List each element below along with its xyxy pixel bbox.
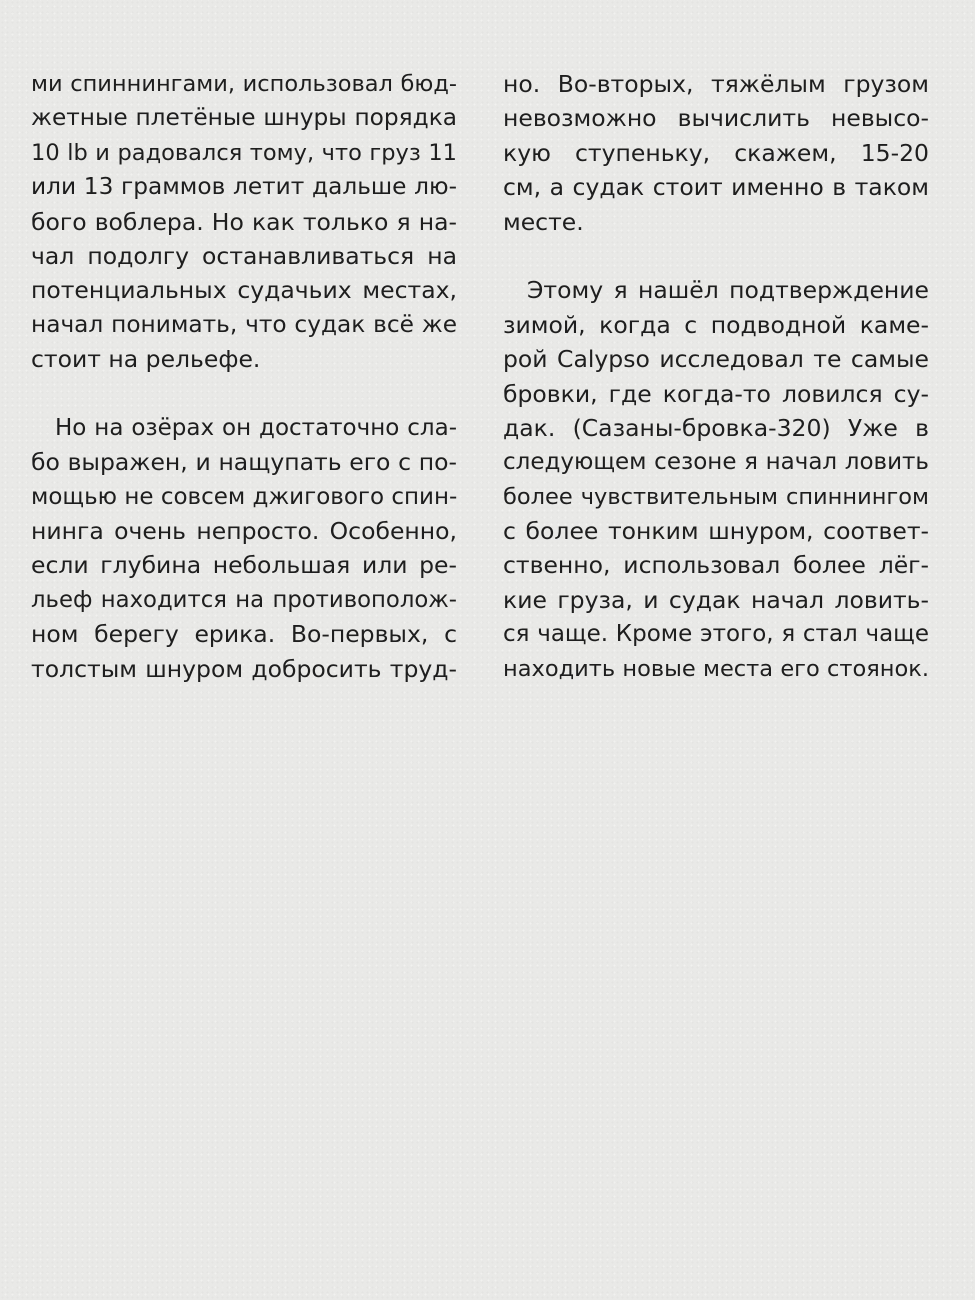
- text-line: зимой, когда с подводной каме-: [503, 310, 929, 339]
- text-line: ном берегу ерика. Во-первых, с: [31, 620, 457, 649]
- paragraph: [503, 67, 929, 239]
- right-column: [503, 67, 929, 686]
- text-line: ми спиннингами, использовал бюд-: [31, 71, 457, 97]
- text-line: бровки, где когда-то ловился су-: [503, 379, 929, 408]
- text-line: кие груза, и судак начал ловить-: [503, 585, 929, 614]
- paragraph: [503, 273, 929, 686]
- text-line: рой Calypso исследовал те самые: [503, 345, 929, 374]
- text-line: чал подолгу останавливаться на: [31, 241, 457, 270]
- text-line: жетные плетёные шнуры порядка: [31, 104, 457, 132]
- paragraph: [31, 67, 457, 377]
- text-line: находить новые места его стоянок.: [503, 655, 929, 682]
- text-line: стоит на рельефе.: [31, 345, 261, 374]
- left-column: [31, 67, 457, 686]
- text-line: месте.: [503, 207, 584, 236]
- text-line: см, а судак стоит именно в таком: [503, 173, 929, 202]
- paragraph-gap: [503, 239, 929, 273]
- text-line: ственно, использовал более лёг-: [503, 551, 929, 580]
- text-line: льеф находится на противополож-: [31, 586, 457, 613]
- text-line: ся чаще. Кроме этого, я стал чаще: [503, 621, 929, 648]
- text-line: нинга очень непросто. Особенно,: [31, 517, 457, 546]
- text-line: потенциальных судачьих местах,: [31, 276, 457, 305]
- text-line: следующем сезоне я начал ловить: [503, 449, 929, 476]
- text-line: но. Во-вторых, тяжёлым грузом: [503, 70, 929, 98]
- text-line: 10 lb и радовался тому, что груз 11: [31, 139, 457, 166]
- text-line: бого воблера. Но как только я на-: [31, 207, 457, 236]
- paragraph: [31, 411, 457, 686]
- text-line: невозможно вычислить невысо-: [503, 104, 929, 133]
- text-line: начал понимать, что судак всё же: [31, 310, 457, 338]
- text-line: более чувствительным спиннингом: [503, 483, 929, 510]
- text-line: бо выражен, и нащупать его с по-: [31, 448, 457, 477]
- text-line: мощью не совсем джигового спин-: [31, 483, 458, 510]
- text-line: Но на озёрах он достаточно сла-: [55, 414, 457, 441]
- text-line: дак. (Сазаны-бровка-320) Уже в: [503, 413, 929, 442]
- text-line: если глубина небольшая или ре-: [31, 551, 457, 580]
- paragraph-gap: [31, 377, 457, 411]
- text-line: Этому я нашёл подтверждение: [527, 276, 929, 305]
- text-line: толстым шнуром добросить труд-: [31, 654, 457, 683]
- text-line: кую ступеньку, скажем, 15-20: [503, 138, 929, 167]
- text-line: или 13 граммов летит дальше лю-: [31, 173, 457, 201]
- text-line: с более тонким шнуром, соответ-: [503, 517, 929, 546]
